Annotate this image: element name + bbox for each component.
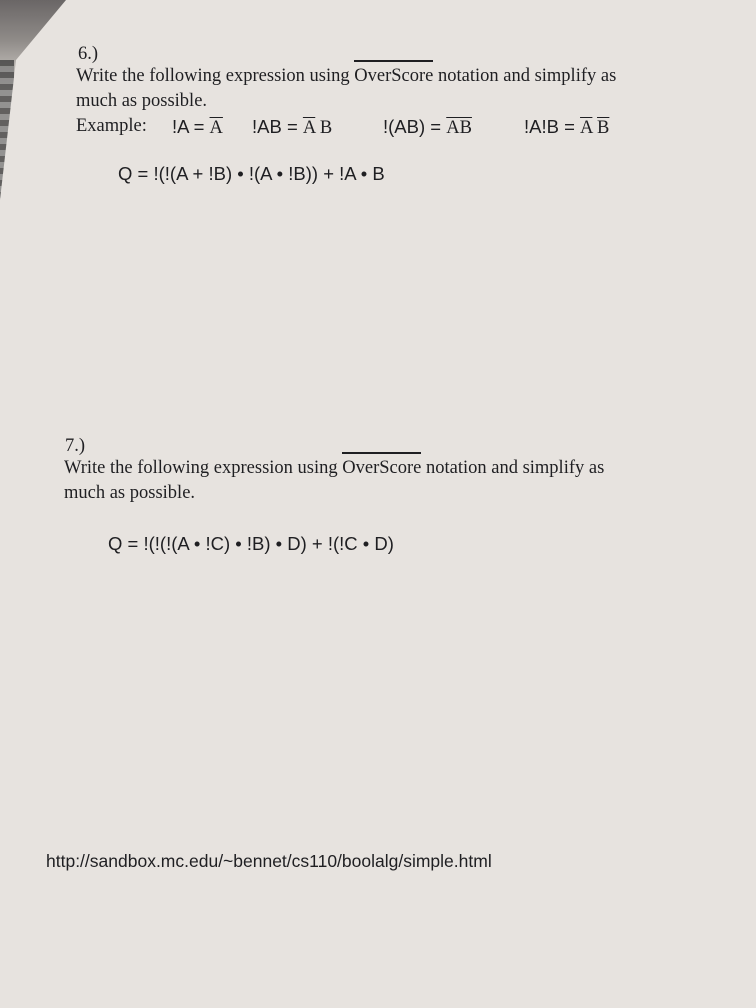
q7-overscore-word: OverScore <box>342 458 422 478</box>
q6-example-1-rhs: $\overline{A}$ <box>209 118 223 138</box>
q6-instruction-post: notation and simplify as <box>433 66 617 86</box>
q6-example-4-rhs-b: $\overline{B}$ <box>597 118 610 138</box>
q6-example-4 <box>524 116 609 139</box>
q6-example-2-rhs-a: $\overline{A}$ <box>302 118 316 138</box>
source-url: http://sandbox.mc.edu/~bennet/cs110/boolalg/simple.html <box>46 851 492 871</box>
q7-instruction-line2: much as possible. <box>64 483 196 503</box>
q6-instruction-pre: Write the following expression using <box>76 66 355 86</box>
q7-instruction-pre: Write the following expression using <box>64 458 343 478</box>
q6-instruction-line1 <box>76 66 616 87</box>
q7-instruction-post: notation and simplify as <box>421 458 605 478</box>
q6-example-1 <box>172 116 223 139</box>
q6-example-4-lhs: !A!B = <box>524 116 581 137</box>
q7-instruction-line1 <box>64 458 604 479</box>
q6-number: 6.) <box>78 44 99 64</box>
q6-instruction-line2: much as possible. <box>76 91 208 111</box>
q6-example-1-lhs: !A = <box>172 116 210 137</box>
q6-example-3-rhs: $\overline{AB}$ <box>446 118 472 138</box>
q6-example-3-lhs: !(AB) = <box>383 116 447 137</box>
q6-example-2-rhs-b: B <box>319 118 333 138</box>
q6-example-label: Example: <box>76 116 147 136</box>
q7-number: 7.) <box>65 436 86 456</box>
q6-example-2 <box>252 116 332 139</box>
q6-example-4-rhs-a: $\overline{A}$ <box>580 118 593 138</box>
q6-equation: Q = !(!(A + !B) • !(A • !B)) + !A • B <box>118 163 385 184</box>
q6-overscore-word: OverScore <box>354 66 434 86</box>
q7-equation: Q = !(!(!(A • !C) • !B) • D) + !(!C • D) <box>108 533 394 554</box>
q6-example-3 <box>383 116 472 139</box>
q6-example-2-lhs: !AB = <box>252 116 303 137</box>
